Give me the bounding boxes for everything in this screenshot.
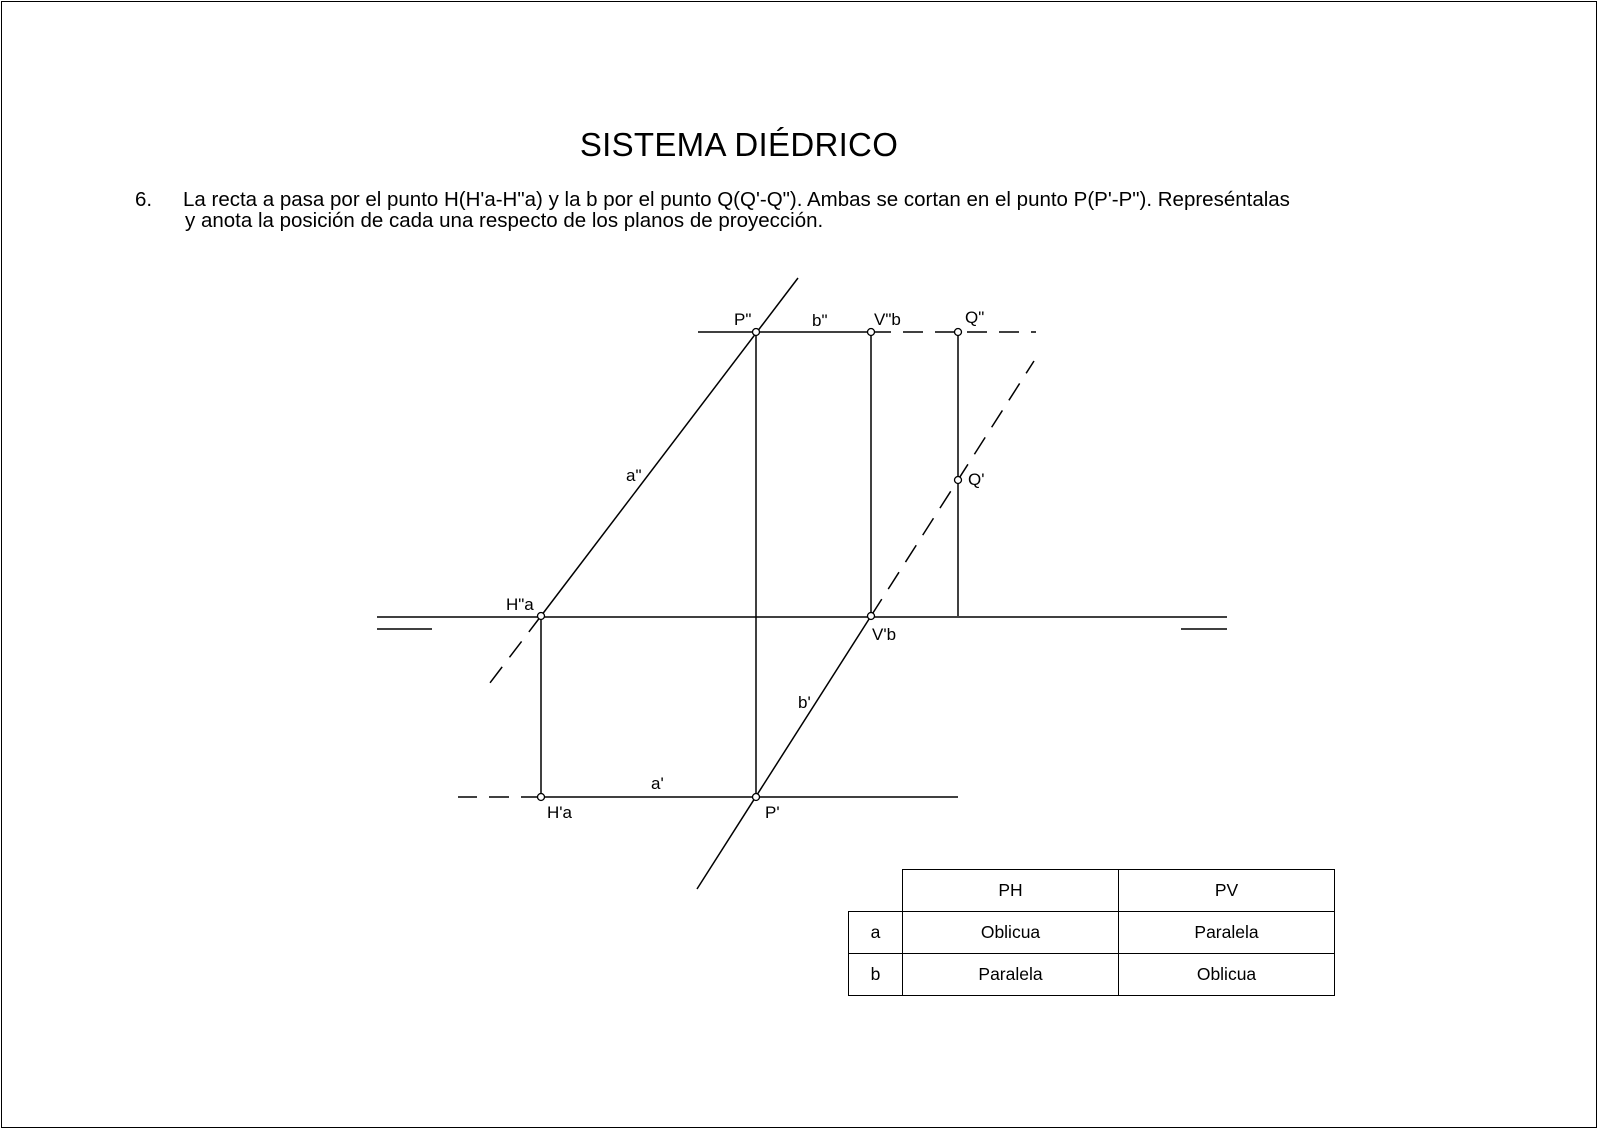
- label-ha-vertical: H"a: [506, 595, 534, 614]
- table-row-line: b: [849, 954, 903, 996]
- table-row-line: a: [849, 912, 903, 954]
- point-vb-horizontal: [868, 613, 875, 620]
- point-p-horizontal: [753, 794, 760, 801]
- table-corner-cell: [849, 870, 903, 912]
- label-vb-horizontal: V'b: [872, 625, 897, 644]
- label-a-vertical: a": [626, 466, 642, 485]
- statement-line-1: La recta a pasa por el punto H(H'a-H"a) y la b por el punto Q(Q'-Q"). Ambas se cortan en el punto P(P'-P"). Represéntalas: [183, 188, 1290, 211]
- table-header-pv: PV: [1119, 870, 1335, 912]
- label-b-horizontal: b': [798, 693, 811, 712]
- line-a-vertical-projection: [541, 278, 798, 616]
- table-cell-pv: Paralela: [1119, 912, 1335, 954]
- line-b-horizontal-projection: [697, 616, 871, 889]
- point-p-vertical: [753, 329, 760, 336]
- table-header-ph: PH: [903, 870, 1119, 912]
- point-vb-vertical: [868, 329, 875, 336]
- statement-line-2: y anota la posición de cada una respecto de los planos de proyección.: [185, 209, 824, 232]
- line-b-horizontal-projection-hidden: [871, 361, 1034, 616]
- point-ha-vertical: [538, 613, 545, 620]
- label-p-vertical: P": [734, 310, 752, 329]
- label-vb-vertical: V"b: [874, 310, 901, 329]
- line-a-vertical-projection-hidden: [483, 616, 541, 692]
- label-b-vertical: b": [812, 311, 828, 330]
- table-row: [849, 912, 1335, 954]
- position-table: [848, 869, 1335, 996]
- table-cell-ph: Oblicua: [903, 912, 1119, 954]
- page-title: SISTEMA DIÉDRICO: [579, 126, 899, 163]
- table-cell-pv: Oblicua: [1119, 954, 1335, 996]
- label-q-horizontal: Q': [968, 470, 985, 489]
- point-ha-horizontal: [538, 794, 545, 801]
- exercise-number: 6.: [135, 188, 153, 211]
- table-cell-ph: Paralela: [903, 954, 1119, 996]
- table-header-row: [849, 870, 1335, 912]
- label-p-horizontal: P': [765, 803, 780, 822]
- label-ha-horizontal: H'a: [547, 803, 572, 822]
- table-row: [849, 954, 1335, 996]
- label-q-vertical: Q": [965, 308, 985, 327]
- label-a-horizontal: a': [651, 774, 664, 793]
- point-q-horizontal: [955, 477, 962, 484]
- point-q-vertical: [955, 329, 962, 336]
